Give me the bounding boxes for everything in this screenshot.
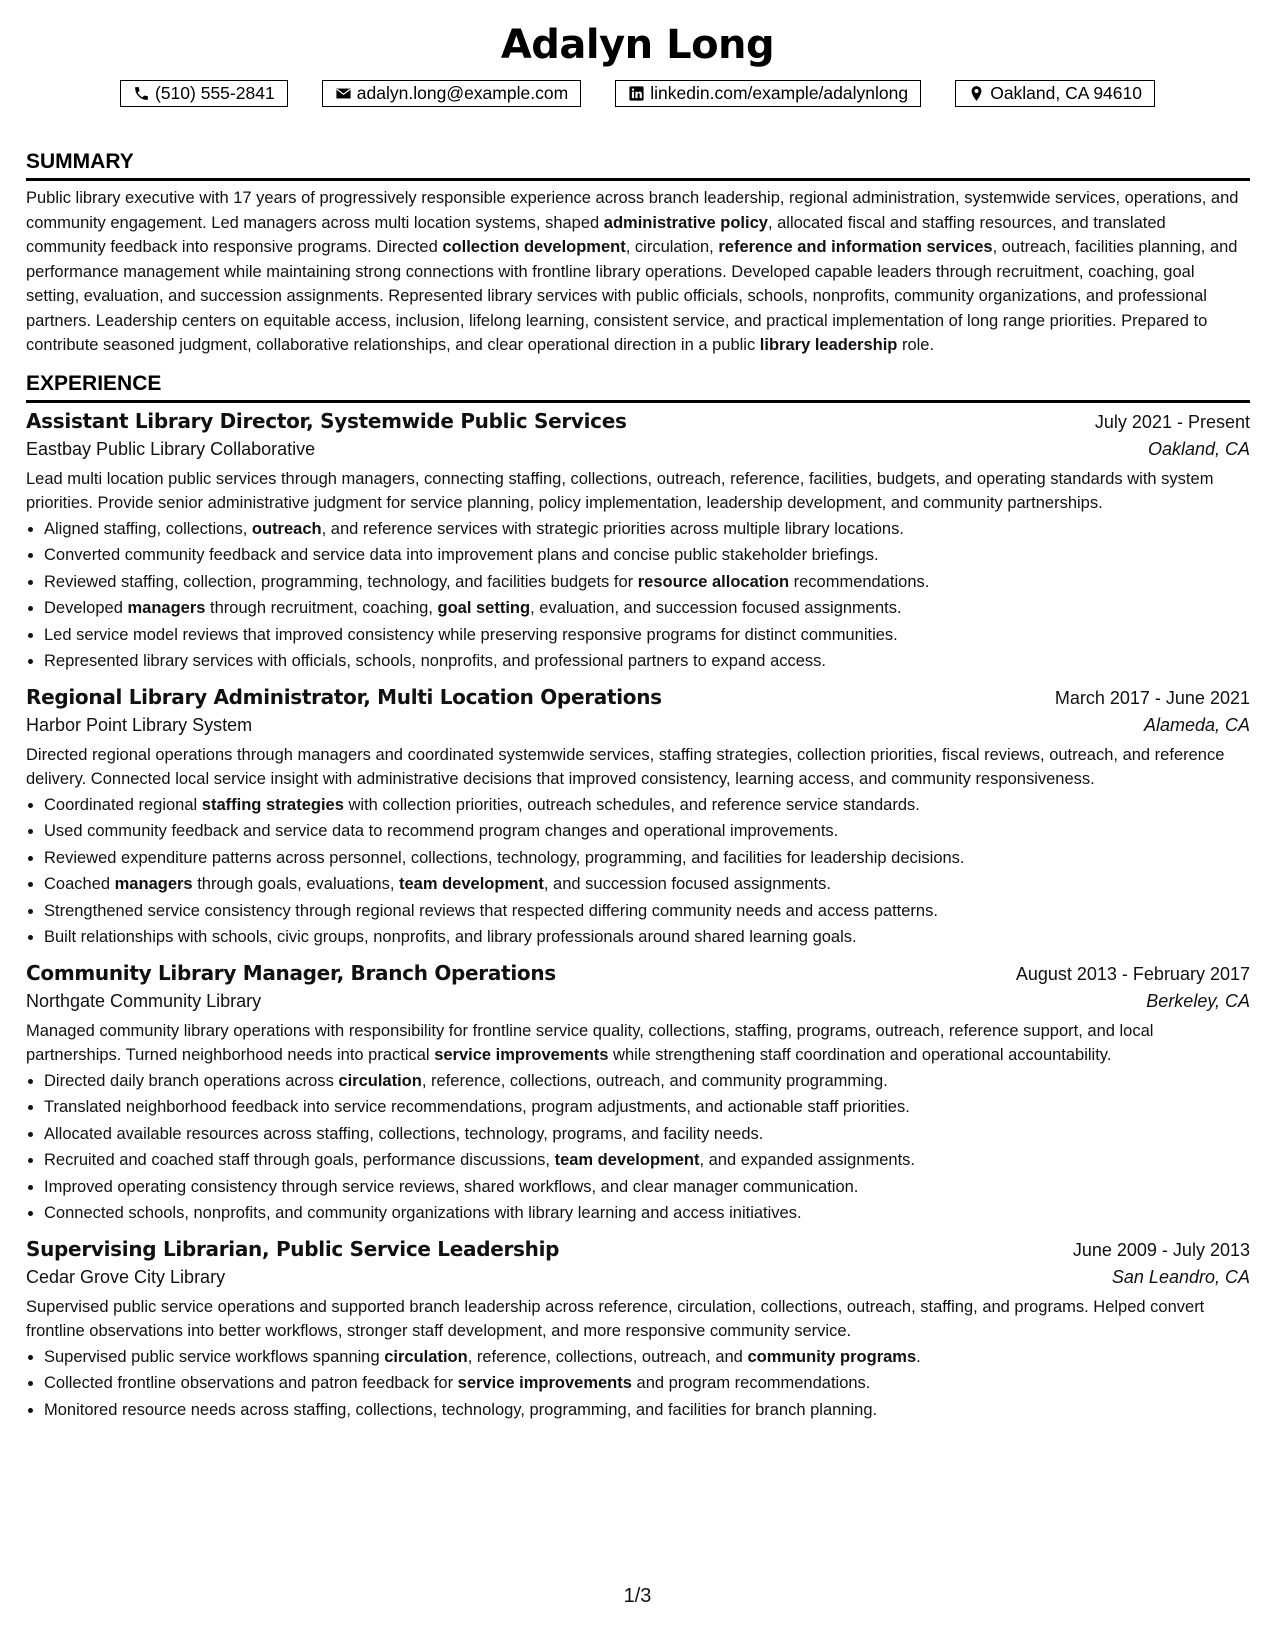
org-row [26, 439, 1250, 460]
text-run: Allocated available resources across staffing, collections, technology, programs, and facility needs. [44, 1124, 764, 1143]
achievement-bullet [44, 845, 1250, 872]
text-run: role. [897, 336, 935, 354]
text-run: Public library executive with 17 years of progressively responsible experience across branch leadership, regional administration, systemwide services, operations, and community engagement. Led managers across multi location systems, shaped [26, 189, 1239, 232]
achievement-bullet [44, 595, 1250, 622]
text-run: Used community feedback and service data to recommend program changes and operational improvements. [44, 822, 839, 840]
text-run: Strengthened service consistency through regional reviews that respected differing community needs and access patterns. [44, 901, 938, 920]
text-run: Improved operating consistency through service reviews, shared workflows, and clear manager communication. [44, 1177, 859, 1196]
achievement-list [26, 516, 1250, 675]
job-dates: March 2017 - June 2021 [1054, 687, 1250, 708]
achievement-bullet [44, 1370, 1250, 1397]
job-dates: August 2013 - February 2017 [1015, 963, 1250, 984]
job-description: Directed regional operations through managers and coordinated systemwide services, staffing strategies, collection priorities, fiscal reviews, outreach, and reference delivery. Connected local service insight with administrative decisions that improved consistency, learning access, and community responsiveness. [26, 745, 1225, 788]
achievement-bullet [44, 871, 1250, 898]
job-title: Regional Library Administrator, Multi Location Operations [26, 684, 662, 709]
achievement-bullet [44, 792, 1250, 819]
role-row [26, 685, 1250, 709]
job-title: Community Library Manager, Branch Operations [26, 960, 556, 985]
role-row [26, 961, 1250, 985]
bold-phrase: service improvements [434, 1046, 609, 1064]
map-pin-icon [968, 85, 985, 102]
text-run: through goals, evaluations, [192, 875, 399, 893]
text-run: Led service model reviews that improved consistency while preserving responsive programs for distinct communities. [44, 625, 898, 644]
phone-text: (510) 555-2841 [155, 83, 275, 103]
experience-entry [26, 1237, 1250, 1424]
achievement-bullet [44, 1121, 1250, 1148]
achievement-bullet [44, 1344, 1250, 1371]
linkedin-link[interactable] [615, 80, 921, 107]
text-run: Converted community feedback and service data into improvement plans and concise public stakeholder briefings. [44, 546, 879, 564]
email-text: adalyn.long@example.com [356, 83, 569, 103]
phone-icon [133, 85, 150, 102]
job-location: Berkeley, CA [1146, 990, 1250, 1011]
text-run: recommendations. [789, 572, 930, 591]
summary-text [26, 186, 1250, 358]
bold-phrase: outreach [251, 519, 322, 538]
text-run: , evaluation, and succession focused assignments. [530, 599, 902, 617]
experience-entry [26, 961, 1250, 1227]
text-run: Reviewed staffing, collection, programming, technology, and facilities budgets for [44, 572, 638, 591]
location-text: Oakland, CA 94610 [990, 83, 1142, 103]
text-run: Directed daily branch operations across [44, 1071, 339, 1090]
achievement-bullet [44, 1147, 1250, 1174]
achievement-bullet [44, 648, 1250, 675]
text-run: . [916, 1347, 921, 1366]
achievement-bullet [44, 542, 1250, 569]
contact-bar [120, 80, 1155, 107]
linkedin-text: linkedin.com/example/adalynlong [650, 83, 909, 103]
bold-phrase: community programs [747, 1347, 917, 1366]
bold-phrase: resource allocation [637, 572, 790, 591]
experience-list [26, 409, 1250, 1424]
achievement-bullet [44, 924, 1250, 951]
text-run: with collection priorities, outreach schedules, and reference service standards. [343, 795, 920, 814]
linkedin-icon [628, 85, 645, 102]
text-run: Managed community library operations with responsibility for frontline service quality, collections, staffing, programs, outreach, reference support, and local partnerships. Turned neighborhood needs into practical [26, 1021, 1154, 1064]
resume-content [26, 150, 1250, 1433]
text-run: while strengthening staff coordination and operational accountability. [608, 1046, 1112, 1064]
experience-heading: EXPERIENCE [26, 372, 1250, 403]
text-run: Supervised public service workflows spanning [44, 1347, 385, 1366]
org-row [26, 715, 1250, 736]
role-row [26, 409, 1250, 433]
bold-phrase: administrative policy [603, 213, 768, 232]
phone-link[interactable] [120, 80, 288, 107]
text-run: through recruitment, coaching, [205, 599, 438, 617]
text-run: and program recommendations. [631, 1374, 871, 1392]
text-run: , and succession focused assignments. [543, 875, 831, 893]
text-run: Coordinated regional [44, 795, 202, 814]
bold-phrase: reference and information services [718, 238, 993, 256]
text-run: Connected schools, nonprofits, and community organizations with library learning and access initiatives. [44, 1204, 802, 1222]
org-row [26, 991, 1250, 1012]
achievement-bullet [44, 1094, 1250, 1121]
achievement-list [26, 1344, 1250, 1424]
organization-name: Cedar Grove City Library [26, 1266, 226, 1287]
job-title: Assistant Library Director, Systemwide Public Services [26, 408, 627, 433]
text-run: Reviewed expenditure patterns across personnel, collections, technology, programming, and facilities for leadership decisions. [44, 848, 965, 867]
bold-phrase: staffing strategies [201, 795, 344, 814]
bold-phrase: circulation [338, 1071, 422, 1090]
achievement-bullet [44, 898, 1250, 925]
achievement-bullet [44, 1068, 1250, 1095]
summary-heading: SUMMARY [26, 150, 1250, 181]
job-dates: June 2009 - July 2013 [1072, 1239, 1250, 1260]
achievement-bullet [44, 569, 1250, 596]
achievement-bullet [44, 1174, 1250, 1201]
page-number: 1/3 [623, 1585, 652, 1607]
job-location: Alameda, CA [1143, 714, 1250, 735]
experience-entry [26, 409, 1250, 675]
envelope-icon [335, 85, 352, 102]
bold-phrase: team development [399, 875, 544, 893]
bold-phrase: service improvements [457, 1374, 632, 1392]
location-chip[interactable] [955, 80, 1155, 107]
text-run: Coached [44, 875, 115, 893]
candidate-name: Adalyn Long [500, 22, 775, 68]
organization-name: Eastbay Public Library Collaborative [26, 438, 316, 459]
text-run: Aligned staffing, collections, [44, 519, 252, 538]
bold-phrase: library leadership [759, 336, 898, 354]
org-row [26, 1267, 1250, 1288]
achievement-bullet [44, 622, 1250, 649]
job-title: Supervising Librarian, Public Service Leadership [26, 1236, 560, 1261]
organization-name: Northgate Community Library [26, 990, 262, 1011]
text-run: Built relationships with schools, civic groups, nonprofits, and library professionals around shared learning goals. [44, 928, 857, 946]
text-run: , reference, collections, outreach, and [467, 1347, 748, 1366]
text-run: Collected frontline observations and patron feedback for [44, 1374, 458, 1392]
job-description: Lead multi location public services through managers, connecting staffing, collections, outreach, reference, facilities, budgets, and operating standards with system priorities. Provide senior administrative judgment for service planning, policy implementation, leadership development, and community partnerships. [26, 469, 1214, 512]
text-run: , reference, collections, outreach, and community programming. [421, 1071, 888, 1090]
role-row [26, 1237, 1250, 1261]
job-location: San Leandro, CA [1111, 1266, 1250, 1287]
bold-phrase: goal setting [437, 599, 531, 617]
text-run: , and expanded assignments. [699, 1151, 916, 1169]
text-run: Monitored resource needs across staffing, collections, technology, programming, and facilities for branch planning. [44, 1400, 878, 1419]
text-run: , allocated fiscal and staffing resources, and translated community feedback into responsive programs. Directed [26, 213, 1166, 256]
organization-name: Harbor Point Library System [26, 714, 253, 735]
text-run: , and reference services with strategic priorities across multiple library locations. [321, 519, 904, 538]
text-run: Developed [44, 599, 128, 617]
bold-phrase: managers [127, 599, 206, 617]
job-description [26, 1019, 1250, 1068]
achievement-bullet [44, 516, 1250, 543]
text-run: , outreach, facilities planning, and performance management while maintaining strong connections with frontline library operations. Developed capable leaders through recruitment, coaching, goal setting, evaluation, and succession assignments. Represented library services with public officials, schools, nonprofits, community organizations, and professional partners. Leadership centers on equitable access, inclusion, lifelong learning, consistent service, and practical implementation of long range priorities. Prepared to contribute seasoned judgment, collaborative relationships, and clear operational direction in a public [26, 238, 1238, 354]
job-description: Supervised public service operations and supported branch leadership across reference, circulation, collections, outreach, staffing, and programs. Helped convert frontline observations into better workflows, stronger staff development, and more responsive community service. [26, 1297, 1205, 1340]
bold-phrase: collection development [442, 238, 626, 256]
job-location: Oakland, CA [1147, 438, 1250, 459]
bold-phrase: circulation [384, 1347, 468, 1366]
text-run: Translated neighborhood feedback into service recommendations, program adjustments, and actionable staff priorities. [44, 1098, 910, 1116]
achievement-bullet [44, 818, 1250, 845]
achievement-list [26, 792, 1250, 951]
achievement-bullet [44, 1397, 1250, 1424]
job-dates: July 2021 - Present [1094, 411, 1250, 432]
achievement-list [26, 1068, 1250, 1227]
experience-entry [26, 685, 1250, 951]
text-run: Recruited and coached staff through goals, performance discussions, [44, 1151, 555, 1169]
bold-phrase: managers [114, 875, 193, 893]
bold-phrase: team development [554, 1151, 700, 1169]
email-link[interactable] [322, 80, 581, 107]
text-run: , circulation, [625, 238, 719, 256]
text-run: Represented library services with officials, schools, nonprofits, and professional partners to expand access. [44, 652, 827, 670]
achievement-bullet [44, 1200, 1250, 1227]
